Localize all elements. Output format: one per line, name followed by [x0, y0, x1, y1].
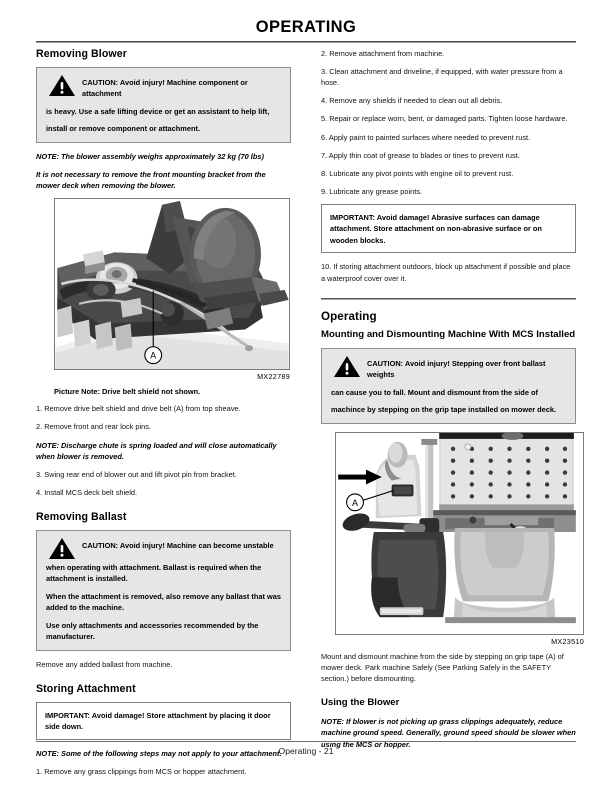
important-box-store-door-side-down — [36, 702, 291, 740]
left-column — [36, 48, 291, 784]
step-10: 10. If storing attachment outdoors, block up attachment if possible and place a waterproof cover over it. — [321, 262, 571, 283]
caution-mount-text-2: can cause you to fall. Mount and dismount from the side of — [331, 387, 538, 397]
caution-text-3: install or remove component or attachment. — [46, 124, 201, 134]
footer-divider — [36, 741, 576, 742]
figure-frame-mx23510 — [335, 432, 584, 635]
warning-triangle-icon — [333, 355, 361, 378]
section-divider — [321, 298, 576, 300]
page-footer — [36, 741, 576, 756]
figure-caption-mx23510: MX23510 — [551, 636, 584, 646]
machine-grip-tape-photo — [336, 433, 583, 634]
note-front-bracket: It is not necessary to remove the front mounting bracket from the mower deck when removing the blower. — [36, 169, 266, 191]
svg-text:A: A — [352, 497, 359, 508]
important-box-abrasive-surfaces — [321, 204, 576, 253]
body-mount-dismount: Mount and dismount machine from the side by stepping on grip tape (A) of mower deck. Park machine Safely (See Parking Safely in the SAFETY section.) before dismounting. — [321, 651, 564, 683]
caution-mount-text-1: CAUTION: Avoid injury! Stepping over front ballast weights — [367, 358, 546, 380]
step-4: 4. Remove any shields if needed to clean out all debris. — [321, 96, 503, 106]
important-text-store: IMPORTANT: Avoid damage! Store attachment by placing it door side down. — [45, 710, 271, 732]
caution-line-1 — [46, 77, 281, 100]
step-2: 2. Remove attachment from machine. — [321, 49, 445, 58]
caution-ballast-text-1: CAUTION: Avoid injury! Machine can become unstable — [82, 540, 274, 550]
step-9: 9. Lubricate any grease points. — [321, 186, 423, 196]
caution-text-1: CAUTION: Avoid injury! Machine component or attachment — [82, 78, 248, 99]
caution-mount-line-1 — [331, 358, 566, 381]
picture-note-belt-shield: Picture Note: Drive belt shield not shown. — [54, 387, 201, 397]
warning-triangle-icon — [48, 74, 76, 97]
step-8: 8. Lubricate any pivot points with engine oil to prevent rust. — [321, 168, 514, 178]
figure-machine-side-view — [321, 432, 584, 646]
important-text-abrasive: IMPORTANT: Avoid damage! Abrasive surfaces can damage attachment. Store attachment on non-abrasive surface or on wooden blocks. — [330, 212, 542, 245]
footer-page-label: Operating - 21 — [278, 746, 334, 756]
step-6: 6. Apply paint to painted surfaces where needed to prevent rust. — [321, 132, 531, 142]
heading-storing-attachment: Storing Attachment — [36, 682, 136, 695]
heading-removing-ballast: Removing Ballast — [36, 510, 127, 523]
figure-blower-assembly — [36, 198, 291, 381]
step-remove-belt-shield: 1. Remove drive belt shield and drive belt (A) from top sheave. — [36, 404, 241, 414]
caution-mount-text-3: machince by stepping on the grip tape installed on mower deck. — [331, 405, 557, 415]
page-title: OPERATING — [255, 18, 357, 36]
subheading-mounting-dismounting: Mounting and Dismounting Machine With MCS Installed — [321, 328, 576, 340]
figure-frame-mx22789 — [54, 198, 290, 370]
caution-ballast-text-4: Use only attachments and accessories recommended by the manufacturer. — [46, 620, 259, 642]
step-5: 5. Repair or replace worn, bent, or damaged parts. Tighten loose hardware. — [321, 114, 568, 124]
svg-text:A: A — [150, 350, 157, 361]
caution-ballast-text-2: when operating with attachment. Ballast is required when the attachment is installed. — [46, 562, 262, 584]
step-install-mcs-shield: 4. Install MCS deck belt shield. — [36, 487, 138, 497]
note-steps-may-not-apply: NOTE: Some of the following steps may not apply to your attachment. — [36, 748, 282, 758]
step-swing-rear-end: 3. Swing rear end of blower out and lift pivot pin from bracket. — [36, 469, 237, 479]
figure-caption-mx22789: MX22789 — [257, 372, 290, 382]
warning-triangle-icon — [48, 537, 76, 560]
step-3: 3. Clean attachment and driveline, if equipped, with water pressure from a hose. — [321, 67, 563, 88]
note-blower-ground-speed: NOTE: If blower is not picking up grass clippings adequately, reduce machine ground speed. Generally, ground speed should be slower when using the MCS or hopper. — [321, 717, 576, 749]
note-discharge-chute: NOTE: Discharge chute is spring loaded and will close automatically when blower is removed. — [36, 440, 277, 461]
note-blower-weight: NOTE: The blower assembly weighs approximately 32 kg (70 lbs) — [36, 151, 264, 161]
step-remove-grass-clippings: 1. Remove any grass clippings from MCS or hopper attachment. — [36, 766, 247, 776]
step-7: 7. Apply thin coat of grease to blades or tines to prevent rust. — [321, 150, 520, 160]
heading-using-the-blower: Using the Blower — [321, 697, 400, 709]
caution-ballast-line-1 — [46, 540, 281, 556]
heading-removing-blower: Removing Blower — [36, 48, 127, 60]
caution-box-blower-weight — [36, 67, 291, 143]
caution-ballast-text-3: When the attachment is removed, also remove any ballast that was added to the machine. — [46, 591, 281, 613]
header-divider — [36, 41, 576, 43]
page-header — [36, 18, 576, 43]
caution-box-stepping-over-ballast — [321, 348, 576, 424]
heading-operating: Operating — [321, 309, 377, 323]
step-remove-lock-pins: 2. Remove front and rear lock pins. — [36, 422, 152, 432]
mower-deck-blower-photo — [55, 199, 289, 369]
right-column — [321, 48, 584, 757]
body-remove-ballast: Remove any added ballast from machine. — [36, 659, 173, 669]
caution-text-2: is heavy. Use a safe lifting device or get an assistant to help lift, — [46, 106, 270, 116]
caution-box-ballast — [36, 530, 291, 651]
